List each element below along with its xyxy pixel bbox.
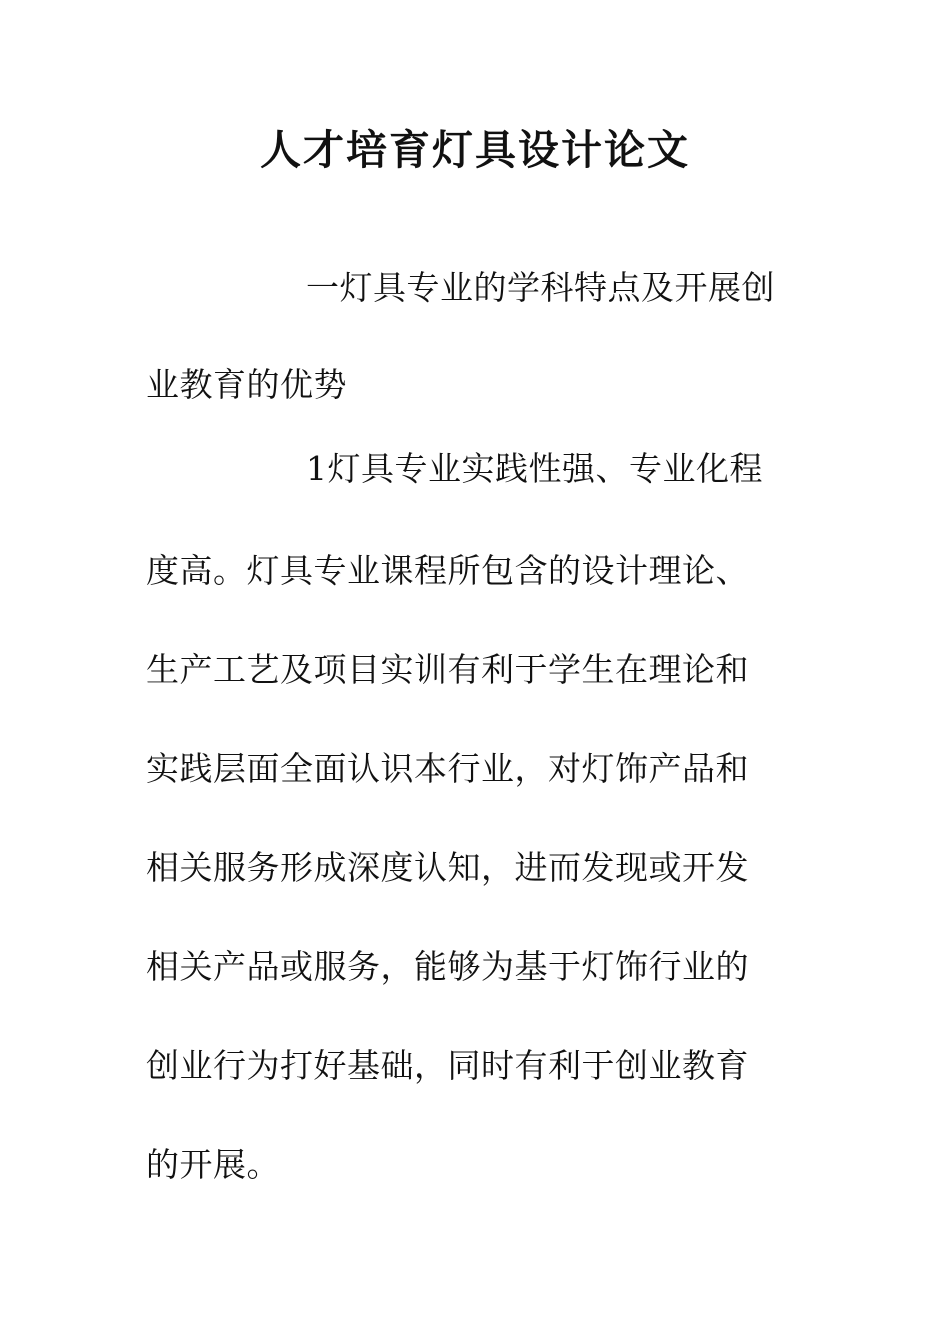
- paragraph-line-3: 生产工艺及项目实训有利于学生在理论和: [146, 650, 749, 689]
- paragraph-line-1: 1灯具专业实践性强、专业化程: [306, 449, 763, 488]
- paragraph-line-2: 度高。灯具专业课程所包含的设计理论、: [146, 551, 749, 590]
- paragraph-line-8: 的开展。: [146, 1145, 280, 1184]
- paragraph-line-6: 相关产品或服务，能够为基于灯饰行业的: [146, 947, 749, 986]
- paragraph-line-4: 实践层面全面认识本行业，对灯饰产品和: [146, 749, 749, 788]
- paragraph-line-5: 相关服务形成深度认知，进而发现或开发: [146, 848, 749, 887]
- section-heading-line-1: 一灯具专业的学科特点及开展创: [306, 268, 775, 307]
- document-title: 人才培育灯具设计论文: [260, 126, 690, 174]
- section-heading-line-2: 业教育的优势: [146, 365, 347, 404]
- paragraph-line-7: 创业行为打好基础，同时有利于创业教育: [146, 1046, 749, 1085]
